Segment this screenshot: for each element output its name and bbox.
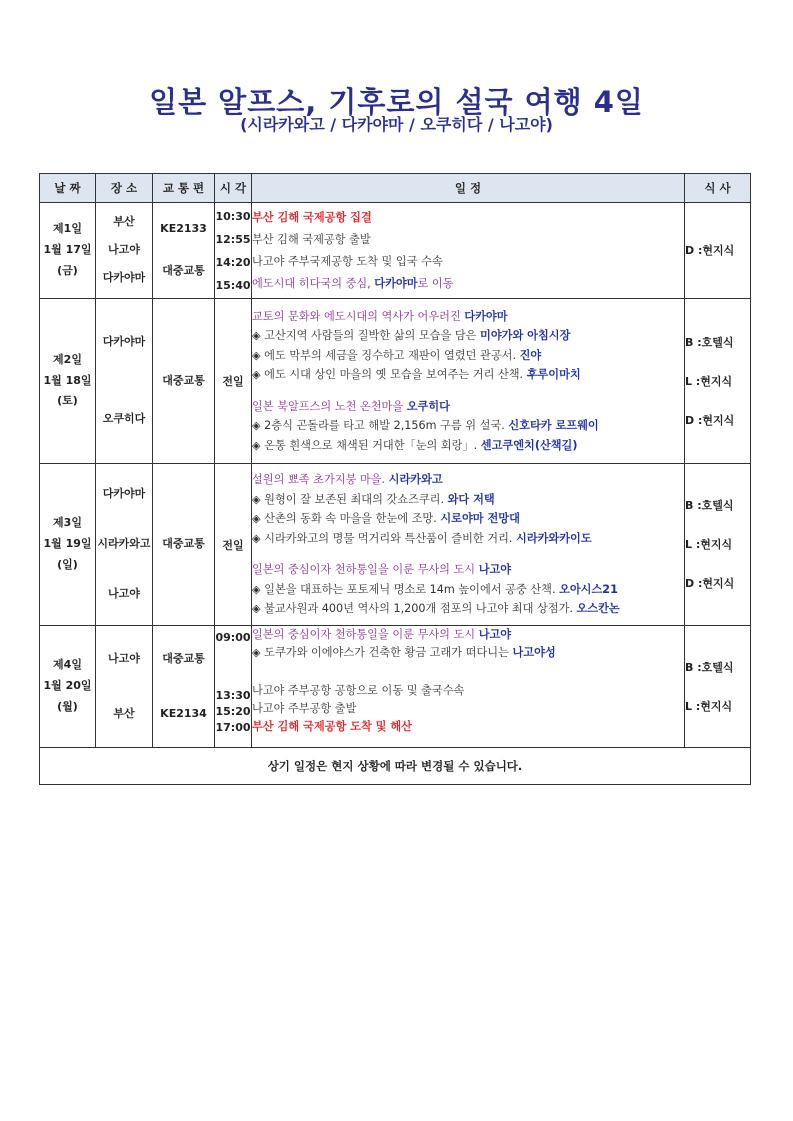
day-schedule-cell: [252, 464, 685, 626]
place-name: 다카야마: [102, 335, 146, 349]
schedule-text: ◈ 시라카와고의 명물 먹거리와 특산품이 즐비한 거리.: [252, 531, 517, 545]
footer-row: [40, 748, 751, 785]
day-row: [40, 203, 751, 299]
footer-note: 상기 일정은 현지 상황에 따라 변경될 수 있습니다.: [40, 748, 751, 785]
day-date-cell: [40, 464, 96, 626]
schedule-line: [252, 580, 684, 600]
schedule-text: 오스칸논: [576, 602, 620, 616]
day-schedule-cell: [252, 299, 685, 464]
schedule-line: [252, 700, 684, 718]
schedule-text: 시라카와고: [388, 473, 443, 487]
schedule-text: 부산 김해 국제공항 집결: [252, 210, 372, 224]
schedule-gap: [252, 548, 684, 560]
schedule-line: [252, 307, 684, 327]
day-number: 제4일: [53, 658, 82, 672]
schedule-line: [252, 397, 684, 417]
schedule-text: ◈ 불교사원과 400년 역사의 1,200개 점포의 나고야 최대 상점가.: [252, 602, 577, 616]
schedule-line: [252, 560, 684, 580]
schedule-line: [252, 509, 684, 529]
day-date: 1월 20일: [43, 679, 92, 693]
schedule-text: 다카야마: [374, 276, 418, 290]
transport-name: 대중교통: [162, 373, 205, 387]
transport-name: KE2133: [160, 222, 207, 236]
schedule-line: [252, 626, 684, 644]
meal-item: D :현지식: [685, 413, 735, 427]
time-value: 14:20: [215, 255, 251, 269]
schedule-text: 와다 저택: [447, 492, 495, 506]
schedule-gap: [252, 662, 684, 682]
day-transport-cell: [153, 299, 215, 464]
day-transport-cell: [153, 464, 215, 626]
time-value: 12:55: [215, 232, 251, 246]
time-value: 09:00: [215, 631, 251, 644]
header-schedule: 일 정: [252, 174, 685, 203]
day-date-cell: [40, 626, 96, 748]
place-name: 시라카와고: [97, 537, 151, 551]
schedule-text: 교토의 문화와 에도시대의 역사가 어우러진: [252, 309, 465, 323]
day-meals-cell: [685, 203, 751, 299]
schedule-text: ◈ 원형이 잘 보존된 최대의 갓쇼즈쿠리.: [252, 492, 448, 506]
page-title: 일본 알프스, 기후로의 설국 여행 4일: [149, 85, 644, 119]
day-times-cell: [215, 203, 252, 299]
day-weekday: (토): [57, 394, 78, 408]
day-date: 1월 19일: [43, 537, 92, 551]
transport-name: 대중교통: [162, 651, 205, 665]
schedule-text: 오아시스21: [559, 582, 618, 596]
day-places-cell: [96, 464, 153, 626]
day-schedule-cell: [252, 626, 685, 748]
schedule-text: 진야: [519, 348, 542, 362]
header-place: 장 소: [96, 174, 153, 203]
schedule-text: 나고야성: [512, 646, 556, 659]
schedule-line: [252, 326, 684, 346]
meal-item: L :현지식: [685, 538, 733, 551]
day-meals-cell: [685, 299, 751, 464]
day-transport-cell: [153, 203, 215, 299]
day-times-cell: [215, 464, 252, 626]
schedule-line: [252, 251, 684, 273]
day-places-cell: [96, 626, 153, 748]
schedule-text: ◈ 고산지역 사람들의 질박한 삶의 모습을 담은: [252, 329, 481, 343]
schedule-text: ◈ 산촌의 동화 속 마을을 한눈에 조망.: [252, 512, 441, 526]
meal-item: L :현지식: [685, 374, 733, 388]
meal-item: L :현지식: [685, 699, 733, 713]
schedule-line: [252, 436, 684, 456]
schedule-text: 일본의 중심이자 천하통일을 이룬 무사의 도시: [252, 628, 479, 641]
place-name: 나고야: [108, 587, 140, 601]
day-weekday: (월): [57, 699, 78, 713]
schedule-line: [252, 229, 684, 251]
day-date-cell: [40, 299, 96, 464]
schedule-text: 로 이동: [417, 276, 454, 290]
day-places-cell: [96, 299, 153, 464]
schedule-text: 후루이마치: [526, 368, 581, 382]
schedule-gap: [252, 385, 684, 397]
transport-name: 대중교통: [162, 264, 205, 278]
schedule-text: 신호타카 로프웨이: [508, 419, 599, 433]
table-header-row: [40, 174, 751, 203]
place-name: 다카야마: [102, 271, 146, 285]
schedule-line: [252, 470, 684, 490]
schedule-text: 나고야 주부공항 공항으로 이동 및 출국수속: [252, 684, 465, 697]
schedule-text: 나고야: [478, 628, 512, 641]
schedule-line: [252, 273, 684, 295]
meal-item: D :현지식: [685, 577, 735, 590]
day-transport-cell: [153, 626, 215, 748]
schedule-line: [252, 207, 684, 229]
place-name: 나고야: [108, 243, 140, 257]
schedule-text: 시라카와카이도: [516, 531, 592, 545]
place-name: 나고야: [108, 651, 140, 665]
day-times-cell: [215, 299, 252, 464]
schedule-text: 나고야 주부국제공항 도착 및 입국 수속: [252, 254, 443, 268]
schedule-text: ◈ 에도 막부의 세금을 징수하고 재판이 열렸던 관공서.: [252, 348, 520, 362]
schedule-text: 시로야마 전망대: [440, 512, 520, 526]
schedule-text: ◈ 2층식 곤돌라를 타고 해발 2,156m 구름 위 설국.: [252, 419, 509, 433]
day-row: [40, 626, 751, 748]
day-number: 제3일: [53, 516, 82, 530]
time-value: 15:40: [215, 278, 251, 292]
schedule-line: [252, 346, 684, 366]
day-weekday: (금): [57, 263, 78, 277]
time-value: 17:00: [215, 721, 251, 734]
meal-item: B :호텔식: [685, 499, 734, 512]
day-date: 1월 18일: [43, 373, 92, 387]
time-value: 전일: [222, 538, 244, 552]
header-transport: 교 통 편: [153, 174, 215, 203]
schedule-line: [252, 682, 684, 700]
time-value: 15:20: [215, 705, 251, 718]
schedule-line: [252, 644, 684, 662]
schedule-text: 부산 김해 국제공항 도착 및 해산: [252, 720, 412, 733]
schedule-text: 나고야 주부공항 출발: [252, 702, 357, 715]
schedule-line: [252, 599, 684, 619]
page-subtitle: (시라카와고 / 다카야마 / 오쿠히다 / 나고야): [240, 115, 553, 134]
header-date: 날 짜: [40, 174, 96, 203]
place-name: 다카야마: [102, 487, 146, 501]
day-row: [40, 299, 751, 464]
day-meals-cell: [685, 626, 751, 748]
schedule-line: [252, 490, 684, 510]
schedule-text: 일본 북알프스의 노천 온천마을: [252, 399, 407, 413]
schedule-line: [252, 718, 684, 736]
header-meals: 식 사: [685, 174, 751, 203]
schedule-text: 다카야마: [464, 309, 508, 323]
day-date-cell: [40, 203, 96, 299]
meal-item: D :현지식: [685, 244, 735, 257]
schedule-text: 일본의 중심이자 천하통일을 이룬 무사의 도시: [252, 563, 479, 577]
schedule-text: ◈ 온통 흰색으로 채색된 거대한「눈의 회랑」.: [252, 438, 481, 452]
day-number: 제1일: [53, 222, 82, 236]
schedule-text: 센고쿠엔치(산책길): [480, 438, 578, 452]
schedule-text: 미야가와 아침시장: [480, 329, 571, 343]
schedule-text: 오쿠히다: [406, 399, 450, 413]
day-times-cell: [215, 626, 252, 748]
day-weekday: (일): [57, 557, 78, 571]
schedule-line: [252, 416, 684, 436]
schedule-text: ◈ 일본을 대표하는 포토제닉 명소로 14m 높이에서 공중 산책.: [252, 582, 560, 596]
schedule-line: [252, 365, 684, 385]
meal-item: B :호텔식: [685, 660, 734, 674]
transport-name: KE2134: [160, 706, 207, 720]
time-value: 13:30: [215, 689, 251, 702]
day-date: 1월 17일: [43, 243, 92, 257]
day-meals-cell: [685, 464, 751, 626]
itinerary-body: [40, 203, 751, 748]
day-places-cell: [96, 203, 153, 299]
meal-item: B :호텔식: [685, 335, 734, 349]
transport-name: 대중교통: [162, 537, 205, 551]
header-time: 시 각: [215, 174, 252, 203]
schedule-text: 에도시대 히다국의 중심,: [252, 276, 375, 290]
day-number: 제2일: [53, 352, 82, 366]
time-value: 전일: [222, 375, 244, 388]
time-value: 10:30: [215, 209, 251, 223]
itinerary-table: [39, 173, 751, 785]
day-row: [40, 464, 751, 626]
day-schedule-cell: [252, 203, 685, 299]
schedule-text: 설원의 뾰족 초가지붕 마을.: [252, 473, 389, 487]
schedule-text: 부산 김해 국제공항 출발: [252, 232, 371, 246]
place-name: 오쿠히다: [102, 411, 146, 425]
place-name: 부산: [113, 215, 135, 229]
schedule-text: ◈ 도쿠가와 이에야스가 건축한 황금 고래가 떠다니는: [252, 646, 513, 659]
schedule-text: ◈ 에도 시대 상인 마을의 옛 모습을 보여주는 거리 산책.: [252, 368, 527, 382]
place-name: 부산: [113, 706, 135, 720]
schedule-line: [252, 529, 684, 549]
schedule-text: 나고야: [478, 563, 512, 577]
